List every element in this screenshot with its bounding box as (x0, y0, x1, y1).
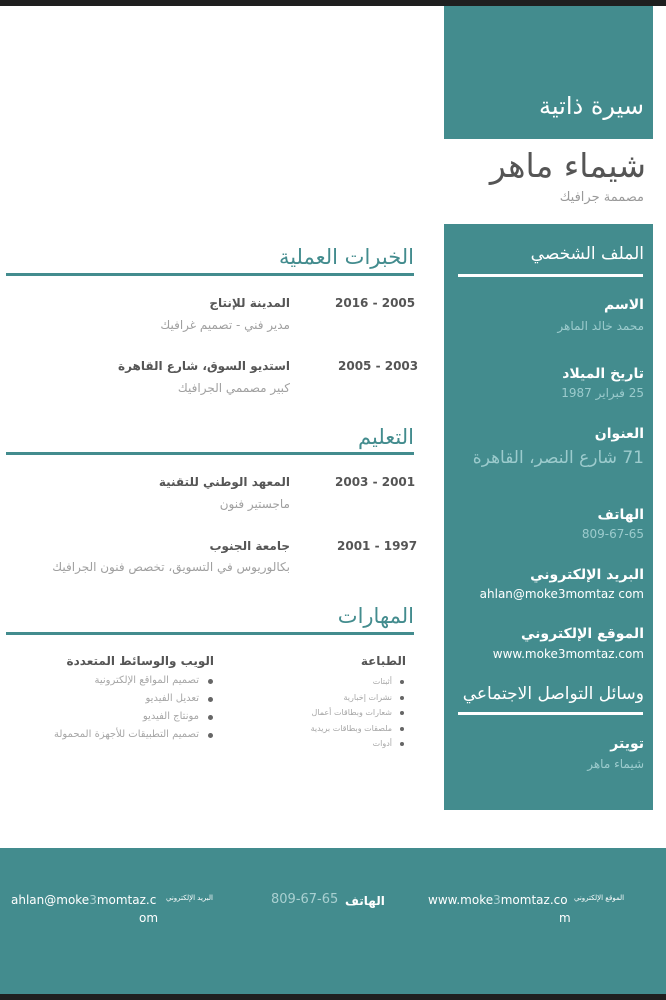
profile-value-phone: 809-67-65 (581, 527, 644, 541)
profile-value-address: 71 شارع النصر، القاهرة (472, 448, 644, 468)
skills-divider (6, 632, 414, 635)
education-divider (6, 452, 414, 455)
profile-value-name: محمد خالد الماهر (557, 319, 644, 333)
footer-email-part: ahlan@moke (11, 893, 90, 907)
list-item: أدوات (311, 736, 392, 752)
profile-label-email: البريد الإلكتروني (530, 567, 644, 583)
list-item: ملصقات وبطاقات بريدية (311, 721, 392, 737)
list-item: تصميم التطبيقات للأجهزة المحمولة (54, 726, 199, 744)
footer-website-part: www.moke (428, 893, 494, 907)
experience-title: استديو السوق، شارع القاهرة (118, 359, 290, 373)
social-value-twitter[interactable]: شيماء ماهر (587, 757, 644, 771)
job-title: مصممة جرافيك (559, 190, 644, 205)
list-item: تعديل الفيديو (54, 690, 199, 708)
list-item: مونتاج الفيديو (54, 708, 199, 726)
person-name: شيماء ماهر (489, 146, 646, 185)
list-item: شعارات وبطاقات أعمال (311, 705, 392, 721)
skills-heading: المهارات (337, 604, 414, 628)
list-item: نشرات إخبارية (311, 690, 392, 706)
profile-label-birthdate: تاريخ الميلاد (562, 366, 644, 382)
footer-phone-value: 809-67-65 (271, 892, 339, 907)
profile-label-website: الموقع الإلكتروني (521, 626, 644, 642)
footer-website-highlight: 3 (493, 893, 501, 907)
skill-group-list (54, 672, 199, 744)
experience-divider (6, 273, 414, 276)
footer-website-label: الموقع الإلكتروني (574, 894, 625, 902)
bottom-bar (0, 994, 666, 1000)
footer-email-part: momtaz.c (96, 893, 157, 907)
profile-value-birthdate: 25 فبراير 1987 (561, 386, 644, 400)
document-title: سيرة ذاتية (539, 92, 644, 120)
footer-website-line1[interactable] (428, 893, 568, 907)
profile-label-name: الاسم (604, 297, 644, 313)
footer-email-line2: om (139, 911, 159, 925)
list-item: أثبتات (311, 674, 392, 690)
experience-title: المدينة للإنتاج (209, 296, 290, 310)
experience-heading: الخبرات العملية (278, 245, 414, 269)
skill-group-list (311, 674, 392, 752)
education-subtitle: بكالوريوس في التسويق، تخصص فنون الجرافيك (52, 560, 290, 574)
footer-email-label: البريد الإلكتروني (166, 894, 213, 902)
education-years: 2003 - 2001 (335, 475, 416, 489)
social-divider (458, 712, 643, 715)
experience-years: 2005 - 2003 (338, 359, 419, 373)
profile-divider (458, 274, 643, 277)
experience-years: 2016 - 2005 (335, 296, 416, 310)
profile-label-address: العنوان (594, 426, 644, 442)
education-heading: التعليم (358, 425, 414, 449)
footer-email-highlight: 3 (89, 893, 97, 907)
footer-phone-label: الهاتف (345, 894, 385, 908)
profile-value-website[interactable]: www.moke3momtaz.com (492, 647, 644, 661)
footer-website-part: momtaz.co (500, 893, 568, 907)
education-subtitle: ماجستير فنون (219, 497, 290, 511)
list-item: تصميم المواقع الإلكترونية (54, 672, 199, 690)
footer-website-line2: m (559, 911, 571, 925)
experience-subtitle: مدير فني - تصميم غرافيك (160, 318, 290, 332)
education-title: جامعة الجنوب (209, 539, 290, 553)
profile-value-email[interactable]: ahlan@moke3momtaz com (479, 587, 644, 601)
social-label-twitter: تويتر (610, 736, 644, 752)
profile-label-phone: الهاتف (597, 507, 644, 523)
profile-heading: الملف الشخصي (530, 244, 644, 264)
experience-subtitle: كبير مصممي الجرافيك (177, 381, 290, 395)
education-years: 2001 - 1997 (337, 539, 418, 553)
skill-group-title: الويب والوسائط المتعددة (66, 654, 214, 668)
social-heading: وسائل التواصل الاجتماعي (462, 684, 644, 704)
education-title: المعهد الوطني للتقنية (158, 475, 290, 489)
skill-group-title: الطباعة (360, 654, 406, 668)
footer-email-line1[interactable] (11, 893, 156, 907)
